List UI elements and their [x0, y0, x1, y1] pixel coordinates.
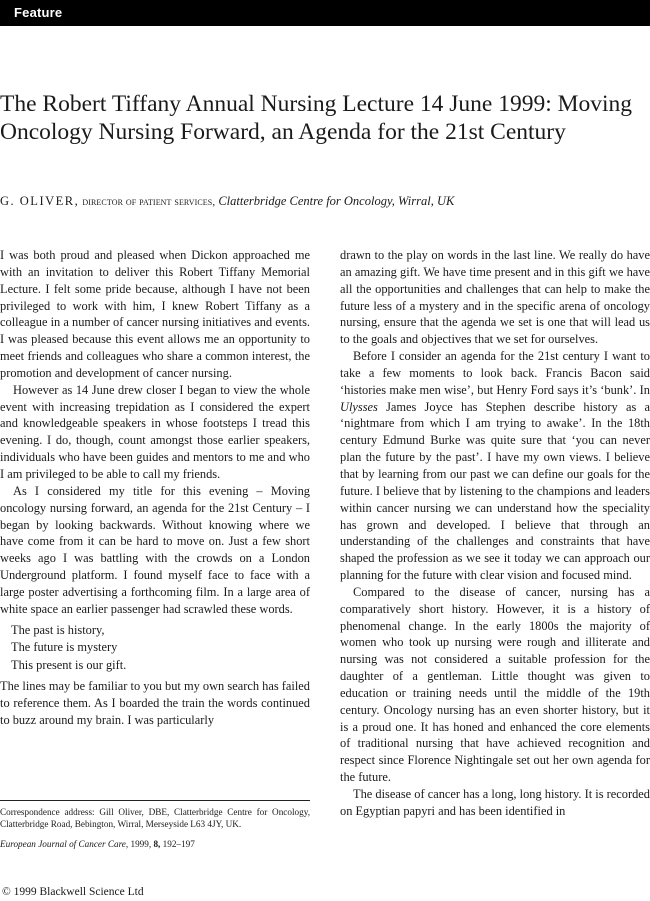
paragraph: Compared to the disease of cancer, nursing has a comparatively short history. However, it is a history of phenomenal change. In the early 1800s the majority of women who took up nursing were rough and illiterate and nursing was not considered a suitable profession for the daughter of a gentleman. Little thought was given to education or training needs until the middle of the 19th century. Oncology nursing has an even shorter history, but it is a proud one. It has honed and enhanced the core elements of traditional nursing that have achieved recognition and respect since Florence Nightingale set out her own agenda for the future.	[340, 584, 650, 785]
author-affiliation: Clatterbridge Centre for Oncology, Wirral, UK	[218, 194, 455, 208]
author-name: G. OLIVER,	[0, 194, 80, 208]
quoted-verse	[11, 622, 310, 675]
paragraph: The lines may be familiar to you but my own search has failed to reference them. As I boarded the train the words continued to buzz around my brain. I was particularly	[0, 679, 310, 727]
paragraph: The disease of cancer has a long, long history. It is recorded on Egyptian papyri and has been identified in	[340, 787, 650, 818]
journal-name: European Journal of Cancer Care,	[0, 839, 129, 849]
correspondence-address: Correspondence address: Gill Oliver, DBE, Clatterbridge Centre for Oncology, Clatterbridge Road, Bebington, Wirral, Merseyside L63 4JY, UK.	[0, 807, 310, 829]
verse-line: This present is our gift.	[11, 657, 127, 672]
paragraph	[340, 348, 650, 584]
book-title: Ulysses	[340, 399, 378, 414]
journal-volume: 8,	[153, 839, 161, 849]
footnote-divider	[0, 800, 310, 801]
section-label: Feature	[14, 5, 63, 20]
verse-line: The past is history,	[11, 622, 105, 637]
section-banner	[0, 0, 650, 26]
paragraph: I was both proud and pleased when Dickon approached me with an invitation to deliver this Robert Tiffany Memorial Lecture. I felt some pride because, although I have not been privileged to work with him, I knew Robert Tiffany as a colleague in a number of cancer nursing initiatives and events. I was pleased because this event allows me an opportunity to meet friends and colleagues who share a common interest, the promotion and development of cancer nursing.	[0, 248, 310, 380]
paragraph-text: James Joyce has Stephen describe history as a ‘nightmare from which I am trying to awake’. In the 18th century Edmund Burke was quite sure that ‘you can never plan the future by the past’. I have my own views. I believe that by learning from our past we can define our goals for the future. I believe that by listening to the champions and leaders within cancer nursing we can understand how the speciality has grown and developed. I believe that through an understanding of the challenges and constraints that have shaped the profession as we see it today we can approach our planning for the future with clear vision and focused mind.	[340, 399, 650, 583]
author-role: director of patient services,	[82, 196, 216, 208]
paragraph: drawn to the play on words in the last line. We really do have an amazing gift. We have time present and in this gift we have all the opportunities and challenges that can help to make the future less of a mystery and in the specific arena of oncology nursing, ensure that the agenda we set is one that will lead us to the goals and objectives that we set for ourselves.	[340, 248, 650, 347]
right-column	[340, 247, 650, 820]
journal-citation	[0, 838, 310, 850]
byline	[0, 193, 640, 210]
paragraph-text: Before I consider an agenda for the 21st century I want to take a few moments to look back. Francis Bacon said ‘histories make men wise’, but Henry Ford says it’s ‘bunk’. In	[340, 349, 650, 397]
paragraph: As I considered my title for this evening – Moving oncology nursing forward, an agenda for the 21st Century – I began by looking backwards. Without knowing where we have come from it can be hard to move on. Just a few short weeks ago I was battling with the crowds on a London Underground platform. I found myself face to face with a large poster advertising a forthcoming film. In a large area of white space an earlier passenger had scrawled these words.	[0, 483, 310, 616]
verse-line: The future is mystery	[11, 640, 118, 655]
copyright-notice: © 1999 Blackwell Science Ltd	[2, 886, 144, 898]
journal-pages: 192–197	[162, 839, 195, 849]
left-column	[0, 247, 310, 729]
journal-year: 1999,	[130, 839, 152, 849]
paragraph: However as 14 June drew closer I began to view the whole event with increasing trepidation as I considered the expert and knowledgeable speakers in whose footsteps I tread this evening. I do, though, count amongst those earlier speakers, individuals who have been guides and mentors to me and who I am privileged to be able to call my friends.	[0, 382, 310, 481]
article-title: The Robert Tiffany Annual Nursing Lecture 14 June 1999: Moving Oncology Nursing Forward, an Agenda for the 21st Century	[0, 91, 633, 145]
